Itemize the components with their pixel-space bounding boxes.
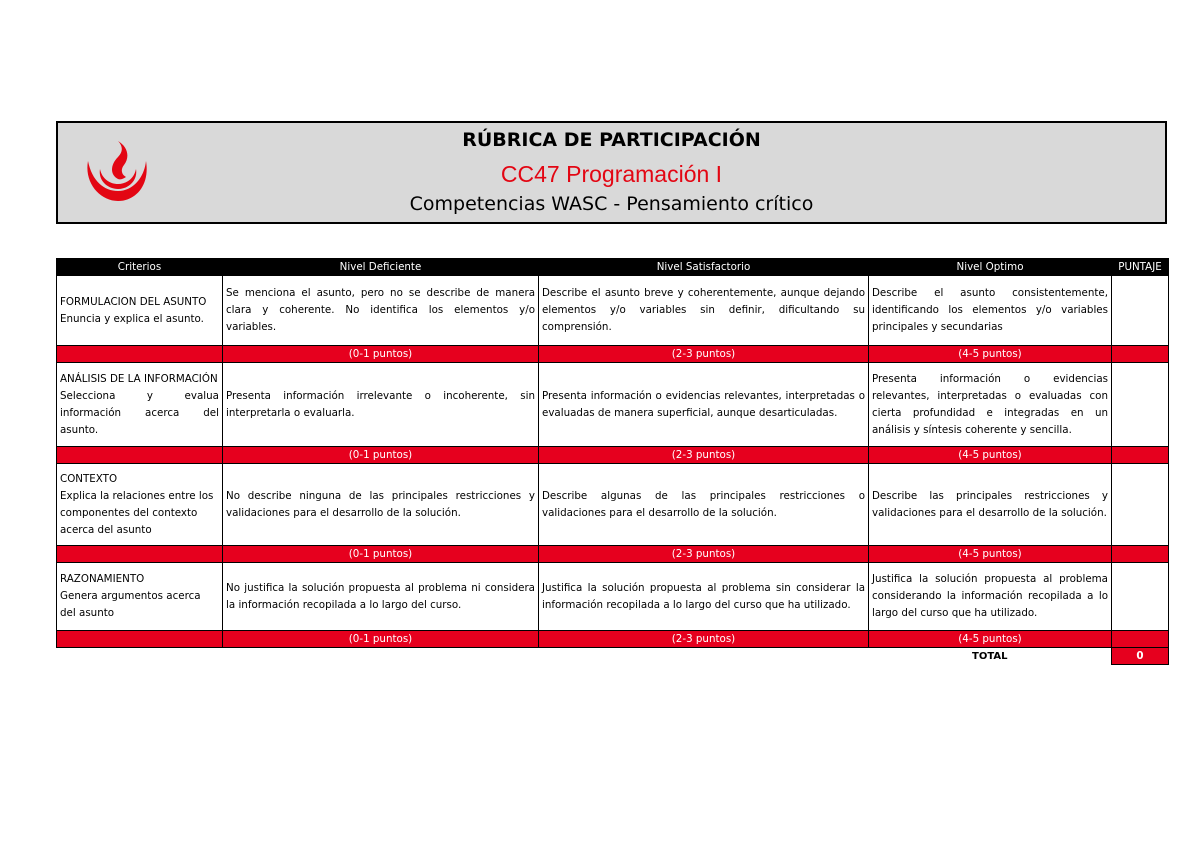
points-row [57, 546, 1169, 563]
table-row [57, 363, 1169, 447]
level-satisfactorio-cell: Describe algunas de las principales restricciones o validaciones para el desarrollo de la solución. [539, 464, 869, 546]
level-satisfactorio-cell: Presenta información o evidencias relevantes, interpretadas o evaluadas de manera superficial, aunque desarticuladas. [539, 363, 869, 447]
score-input-cell[interactable] [1112, 563, 1169, 631]
table-row [57, 276, 1169, 346]
level-optimo-cell: Presenta información o evidencias relevantes, interpretadas o evaluadas con cierta profundidad e integradas en un análisis y síntesis coherente y sencilla. [869, 363, 1112, 447]
criterion-cell [57, 464, 223, 546]
points-optimo: (4-5 puntos) [869, 346, 1112, 363]
criterion-title: CONTEXTO [60, 472, 118, 485]
rubric-header [56, 121, 1167, 224]
level-satisfactorio-cell: Justifica la solución propuesta al problema sin considerar la información recopilada a lo largo del curso que ha utilizado. [539, 563, 869, 631]
points-spacer [1112, 447, 1169, 464]
points-spacer [57, 546, 223, 563]
column-header-satisfactorio: Nivel Satisfactorio [539, 259, 869, 276]
column-header-optimo: Nivel Optimo [869, 259, 1112, 276]
column-header-criterios: Criterios [57, 259, 223, 276]
points-spacer [1112, 346, 1169, 363]
points-optimo: (4-5 puntos) [869, 631, 1112, 648]
level-satisfactorio-cell: Describe el asunto breve y coherentemente, aunque dejando elementos y/o variables sin definir, dificultando su comprensión. [539, 276, 869, 346]
points-row [57, 447, 1169, 464]
rubric-table [56, 258, 1169, 665]
points-spacer [57, 346, 223, 363]
level-optimo-cell: Describe las principales restricciones y validaciones para el desarrollo de la solución. [869, 464, 1112, 546]
criterion-description: Enuncia y explica el asunto. [60, 312, 204, 325]
criterion-title: FORMULACION DEL ASUNTO [60, 295, 207, 308]
total-spacer [57, 648, 223, 665]
points-satisfactorio: (2-3 puntos) [539, 631, 869, 648]
criterion-title: ANÁLISIS DE LA INFORMACIÓN [60, 372, 218, 385]
total-label: TOTAL [972, 650, 1008, 662]
total-row [57, 648, 1169, 665]
points-satisfactorio: (2-3 puntos) [539, 346, 869, 363]
course-title: CC47 Programación I [500, 161, 723, 187]
rubric-title: RÚBRICA DE PARTICIPACIÓN [462, 129, 761, 151]
criterion-cell [57, 563, 223, 631]
criterion-description: Selecciona y evalua información acerca del asunto. [60, 389, 219, 436]
points-spacer [57, 447, 223, 464]
level-deficiente-cell: Presenta información irrelevante o incoherente, sin interpretarla o evaluarla. [223, 363, 539, 447]
score-input-cell[interactable] [1112, 276, 1169, 346]
points-satisfactorio: (2-3 puntos) [539, 546, 869, 563]
points-optimo: (4-5 puntos) [869, 546, 1112, 563]
level-deficiente-cell: No describe ninguna de las principales restricciones y validaciones para el desarrollo de la solución. [223, 464, 539, 546]
points-deficiente: (0-1 puntos) [223, 346, 539, 363]
criterion-cell [57, 276, 223, 346]
criterion-description: Explica la relaciones entre los componentes del contexto acerca del asunto [60, 489, 214, 536]
table-row [57, 563, 1169, 631]
table-row [57, 464, 1169, 546]
points-row [57, 346, 1169, 363]
points-satisfactorio: (2-3 puntos) [539, 447, 869, 464]
points-optimo: (4-5 puntos) [869, 447, 1112, 464]
criterion-cell [57, 363, 223, 447]
table-header-row [57, 259, 1169, 276]
total-value: 0 [1112, 648, 1169, 665]
total-spacer [223, 648, 539, 665]
points-deficiente: (0-1 puntos) [223, 631, 539, 648]
level-optimo-cell: Justifica la solución propuesta al problema considerando la información recopilada a lo largo del curso que ha utilizado. [869, 563, 1112, 631]
points-spacer [1112, 546, 1169, 563]
level-deficiente-cell: Se menciona el asunto, pero no se describe de manera clara y coherente. No identifica los elementos y/o variables. [223, 276, 539, 346]
column-header-deficiente: Nivel Deficiente [223, 259, 539, 276]
level-optimo-cell: Describe el asunto consistentemente, identificando los elementos y/o variables principales y secundarias [869, 276, 1112, 346]
level-deficiente-cell: No justifica la solución propuesta al problema ni considera la información recopilada a lo largo del curso. [223, 563, 539, 631]
criterion-title: RAZONAMIENTO [60, 573, 145, 585]
total-spacer [539, 648, 869, 665]
points-deficiente: (0-1 puntos) [223, 546, 539, 563]
score-input-cell[interactable] [1112, 363, 1169, 447]
competency-subtitle: Competencias WASC - Pensamiento crítico [409, 193, 814, 215]
score-input-cell[interactable] [1112, 464, 1169, 546]
criterion-description: Genera argumentos acerca del asunto [60, 590, 201, 619]
points-row [57, 631, 1169, 648]
points-deficiente: (0-1 puntos) [223, 447, 539, 464]
points-spacer [57, 631, 223, 648]
points-spacer [1112, 631, 1169, 648]
column-header-puntaje: PUNTAJE [1112, 259, 1169, 276]
